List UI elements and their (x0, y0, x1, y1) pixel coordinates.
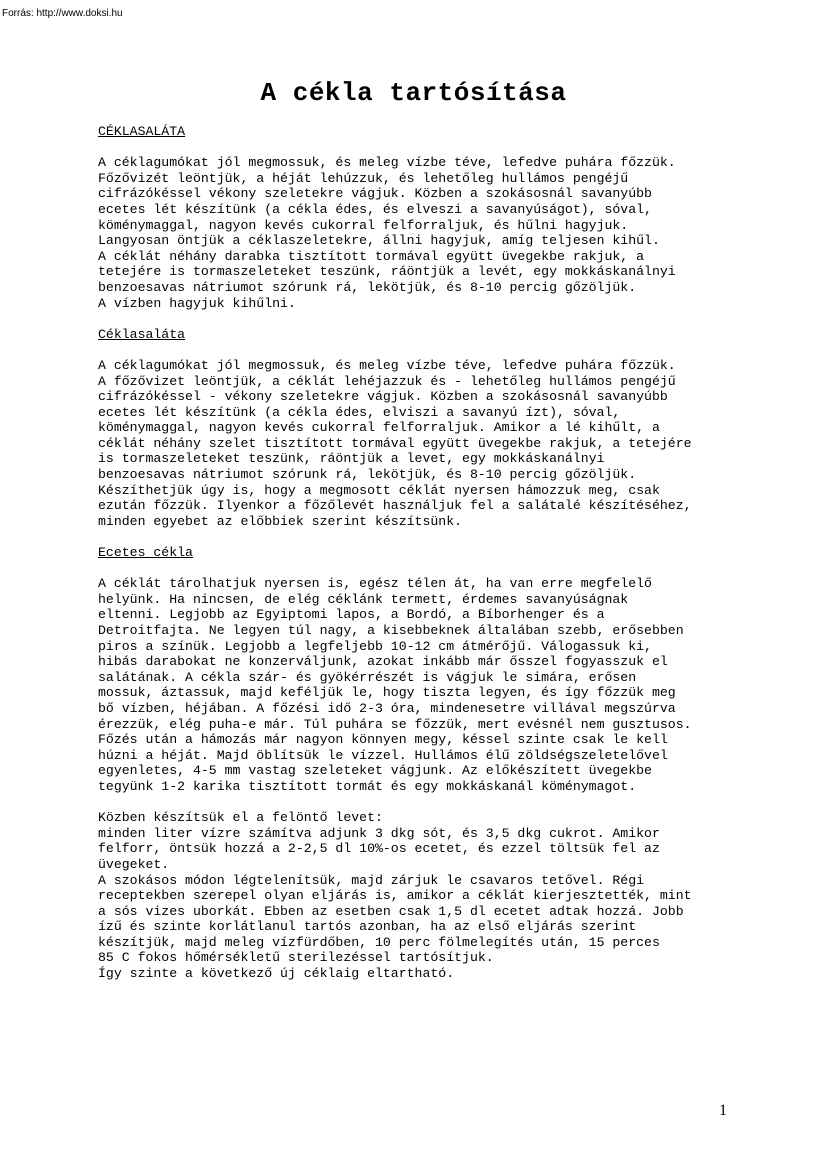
text-line: Közben készítsük el a felöntő levet: (98, 810, 383, 826)
text-line: A főzővizet leöntjük, a céklát lehéjazzuk és - lehetőleg hullámos pengéjű (98, 373, 676, 389)
closing-paragraph (98, 810, 738, 982)
text-line: salátának. A cékla szár- és gyökérrészét is vágjuk le simára, erősen (98, 669, 637, 685)
text-line: Készíthetjük úgy is, hogy a megmosott céklát nyersen hámozzuk meg, csak (98, 482, 660, 498)
text-line: A vízben hagyjuk kihűlni. (98, 295, 296, 311)
section-heading: CÉKLASALÁTA (98, 124, 186, 139)
text-line: A szokásos módon légtelenítsük, majd zárjuk le csavaros tetővel. Régi (98, 872, 645, 888)
section-paragraph (98, 155, 738, 311)
text-line: céklát néhány szelet tisztított tormával együtt üvegekbe rakjuk, a tetejére (98, 435, 692, 451)
text-line: Főzés után a hámozás már nagyon könnyen megy, késsel szinte csak le kell (98, 732, 668, 748)
text-line: Langyosan öntjük a céklaszeletekre, állni hagyjuk, amíg teljesen kihűl. (98, 233, 660, 249)
section-ceklasalata-upper (98, 124, 738, 311)
text-line: A céklát néhány darabka tisztított tormával együtt üvegekbe rakjuk, a (98, 248, 645, 264)
text-line: húzni a héját. Majd öblítsük le vízzel. Hullámos élű zöldségszeletelővel (98, 747, 668, 763)
text-line: benzoesavas nátriumot szórunk rá, lekötjük, és 8-10 percig gőzöljük. (98, 467, 637, 483)
text-line: Detroitfajta. Ne legyen túl nagy, a kisebbeknek általában szebb, erősebben (98, 623, 684, 638)
text-line: egyenletes, 4-5 mm vastag szeleteket vágjunk. Az előkészített üvegekbe (98, 763, 652, 779)
text-line: köménymaggal, nagyon kevés cukorral felforraljuk. Amikor a lé kihűlt, a (98, 420, 660, 436)
text-line: hibás darabokat ne konzerváljunk, azokat inkább már ősszel fogyasszuk el (98, 654, 668, 670)
text-line: is tormaszeleteket teszünk, ráöntjük a levet, egy mokkáskanálnyi (98, 451, 605, 467)
text-line: A céklagumókat jól megmossuk, és meleg vízbe téve, lefedve puhára főzzük. (98, 155, 676, 171)
section-heading: Ecetes cékla (98, 545, 193, 561)
text-line: üvegeket. (98, 856, 170, 872)
text-line: Főzővizét leöntjük, a héját lehúzzuk, és lehetőleg hullámos pengéjű (98, 170, 629, 186)
text-line: tegyünk 1-2 karika tisztított tormát és egy mokkáskanál köménymagot. (98, 778, 637, 794)
text-line: cifrázókéssel - vékony szeletekre vágjuk. Közben a szokásosnál savanyúbb (98, 389, 668, 405)
text-line: helyünk. Ha nincsen, de elég céklánk termett, érdemes savanyúságnak (98, 591, 629, 607)
text-line: ecetes lét készítünk (a cékla édes, és elveszi a savanyúságot), sóval, (98, 201, 652, 217)
document-body (98, 124, 738, 997)
text-line: felforr, öntsük hozzá a 2-2,5 dl 10%-os ecetet, és ezzel töltsük fel az (98, 841, 660, 857)
text-line: piros a színük. Legjobb a legfeljebb 10-12 cm átmérőjű. Válogassuk ki, (98, 638, 652, 654)
section-ecetes-cekla (98, 545, 738, 795)
text-line: benzoesavas nátriumot szórunk rá, lekötjük, és 8-10 percig gőzöljük. (98, 279, 637, 295)
text-line: ecetes lét készítünk (a cékla édes, elviszi a savanyú ízt), sóval, (98, 404, 621, 420)
text-line: minden liter vízre számítva adjunk 3 dkg sót, és 3,5 dkg cukrot. Amikor (98, 825, 660, 841)
text-line: minden egyebet az előbbiek szerint készítsünk. (98, 513, 463, 529)
section-ceklasalata (98, 327, 738, 530)
text-line: ízű és szinte korlátlanul tartós azonban, ha az első eljárás szerint (98, 919, 637, 935)
text-line: A céklát tárolhatjuk nyersen is, egész télen át, ha van erre megfelelő (98, 576, 652, 592)
text-line: Így szinte a következő új céklaig eltartható. (98, 966, 455, 982)
text-line: A céklagumókat jól megmossuk, és meleg vízbe téve, lefedve puhára főzzük. (98, 357, 676, 373)
text-line: ezután főzzük. Ilyenkor a főzőlevét használjuk fel a salátalé készítéséhez, (98, 498, 692, 514)
text-line: köménymaggal, nagyon kevés cukorral felforraljuk, és hűlni hagyjuk. (98, 217, 629, 233)
page-title: A cékla tartósítása (260, 78, 567, 108)
source-label: Forrás: http://www.doksi.hu (2, 8, 123, 19)
text-line: mossuk, áztassuk, majd keféljük le, hogy tiszta legyen, és így főzzük meg (98, 685, 676, 701)
text-line: tetejére is tormaszeleteket teszünk, ráöntjük a levét, egy mokkáskanálnyi (98, 264, 676, 280)
section-paragraph (98, 576, 738, 794)
text-line: eltenni. Legjobb az Egyiptomi lapos, a Bordó, a Bíborhenger és a (98, 607, 605, 623)
text-line: 85 C fokos hőmérsékletű sterilezéssel tartósítjuk. (98, 950, 494, 966)
text-line: készítjük, majd meleg vízfürdőben, 10 perc fölmelegítés után, 15 perces (98, 934, 660, 950)
text-line: receptekben szerepel olyan eljárás is, amikor a céklát kierjesztették, mint (98, 888, 692, 904)
section-heading: Céklasaláta (98, 326, 186, 342)
text-line: bő vízben, héjában. A főzési idő 2-3 óra, mindenesetre villával megszúrva (98, 700, 676, 716)
text-line: a sós vizes uborkát. Ebben az esetben csak 1,5 dl ecetet adtak hozzá. Jobb (98, 903, 684, 919)
page-number: 1 (719, 1102, 727, 1119)
closing-section (98, 810, 738, 982)
section-paragraph (98, 358, 738, 530)
text-line: cifrázókéssel vékony szeletekre vágjuk. Közben a szokásosnál savanyúbb (98, 186, 652, 202)
text-line: érezzük, elég puha-e már. Túl puhára se főzzük, mert evésnél nem gusztusos. (98, 716, 692, 732)
